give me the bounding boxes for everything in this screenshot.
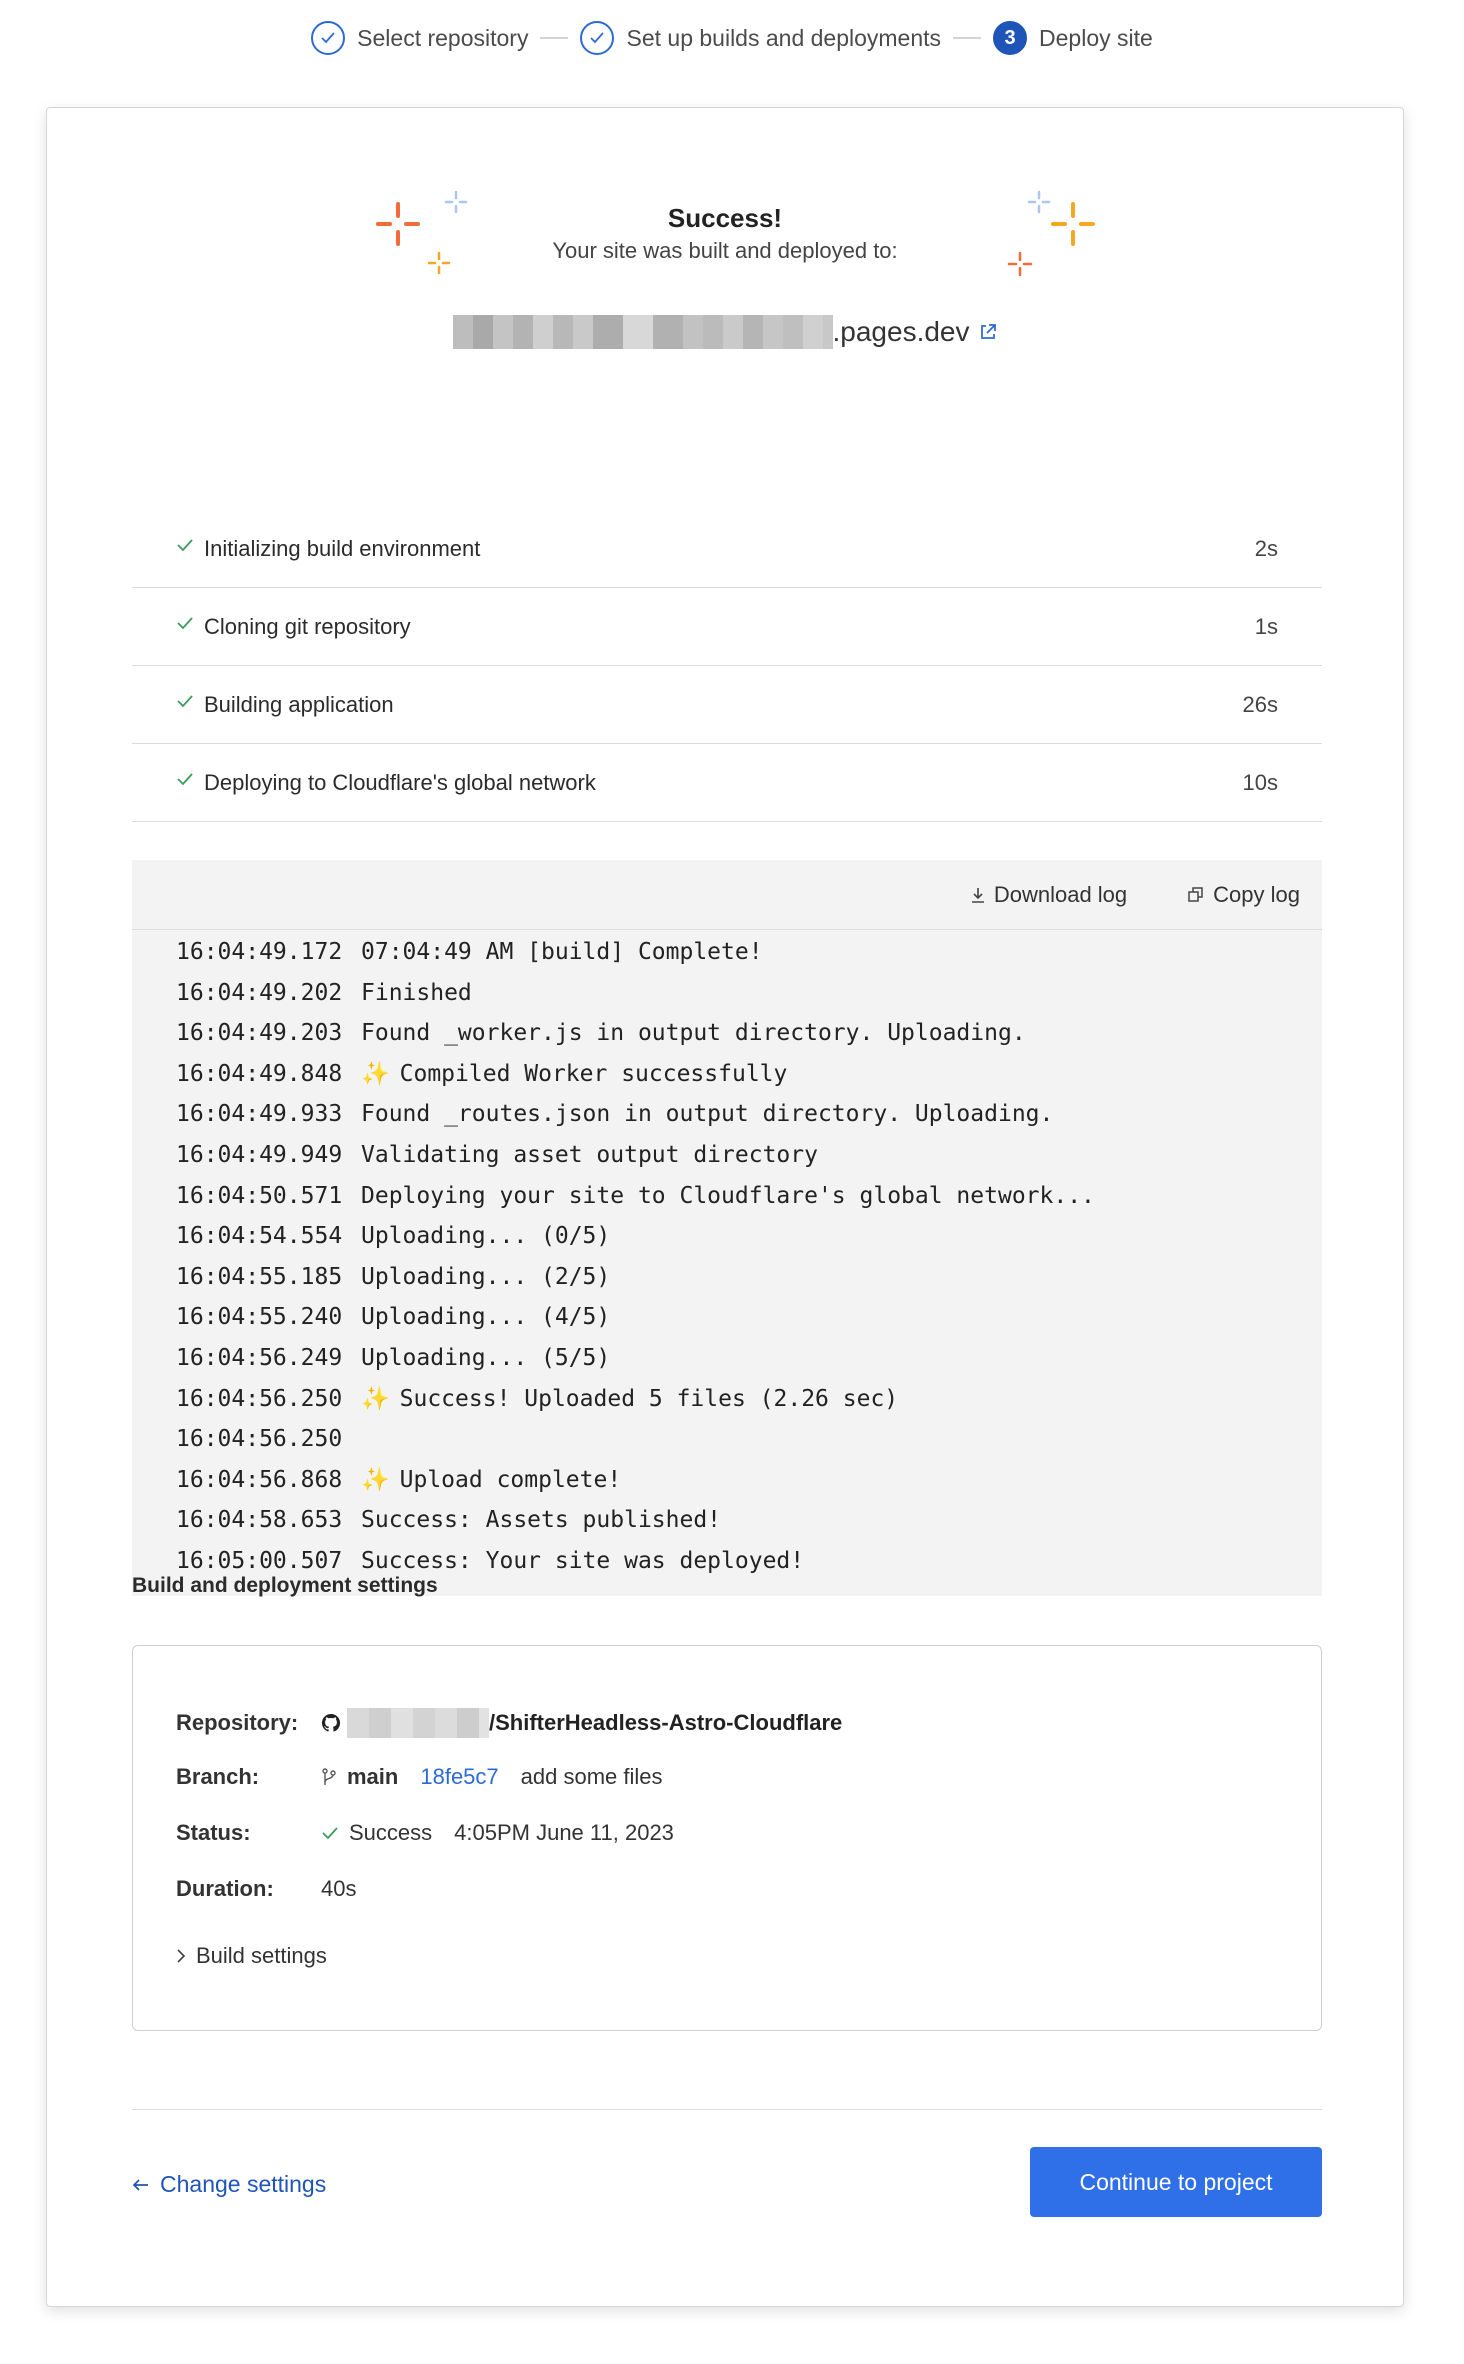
download-icon — [970, 886, 986, 904]
check-icon — [176, 694, 194, 708]
log-line — [176, 973, 1322, 1014]
footer-divider — [132, 2109, 1322, 2110]
log-message: Finished — [361, 979, 472, 1006]
log-message: Deploying your site to Cloudflare's global network... — [361, 1182, 1095, 1209]
repository-label: Repository: — [176, 1710, 299, 1735]
log-timestamp: 16:04:56.250 — [176, 1426, 343, 1453]
log-message: Uploading... (0/5) — [361, 1223, 611, 1250]
step-separator — [953, 37, 981, 39]
log-line — [176, 932, 1322, 973]
download-log-button[interactable] — [970, 882, 1127, 908]
repository-row — [176, 1708, 842, 1738]
duration-label: Duration: — [176, 1876, 274, 1901]
arrow-left-icon — [132, 2178, 150, 2192]
log-timestamp: 16:05:00.507 — [176, 1547, 343, 1574]
log-line — [176, 1013, 1322, 1054]
step-select-repository[interactable] — [311, 21, 528, 55]
log-timestamp: 16:04:50.571 — [176, 1182, 343, 1209]
external-link-icon — [978, 322, 998, 342]
log-message: Validating asset output directory — [361, 1141, 818, 1168]
copy-icon — [1187, 886, 1205, 904]
log-line — [176, 1054, 1322, 1095]
change-settings-label: Change settings — [160, 2171, 327, 2197]
github-icon — [321, 1713, 341, 1733]
success-subtitle: Your site was built and deployed to: — [552, 238, 898, 263]
log-message: 07:04:49 AM [build] Complete! — [361, 939, 763, 965]
chevron-right-icon — [176, 1948, 186, 1964]
log-timestamp: 16:04:49.949 — [176, 1141, 343, 1168]
log-line — [176, 1257, 1322, 1298]
settings-heading: Build and deployment settings — [132, 1574, 438, 1597]
build-step-duration: 1s — [1254, 613, 1278, 639]
build-step-duration: 26s — [1242, 691, 1278, 717]
log-message: Uploading... (4/5) — [361, 1304, 611, 1331]
deploy-card — [46, 107, 1404, 2307]
check-icon — [321, 1826, 339, 1840]
log-line — [176, 1338, 1322, 1379]
log-timestamp: 16:04:49.172 — [176, 939, 343, 965]
build-step-row — [132, 666, 1322, 744]
sparkles-icon: ✨ — [361, 1060, 390, 1087]
status-label: Status: — [176, 1820, 251, 1845]
check-icon — [580, 21, 614, 55]
duration-row — [176, 1876, 356, 1902]
log-line — [176, 1216, 1322, 1257]
log-line — [176, 1379, 1322, 1420]
git-branch-icon — [321, 1767, 337, 1787]
log-timestamp: 16:04:56.868 — [176, 1466, 343, 1493]
commit-hash-link[interactable]: 18fe5c7 — [420, 1764, 499, 1789]
continue-to-project-button[interactable]: Continue to project — [1030, 2147, 1322, 2217]
step-separator — [540, 37, 568, 39]
build-step-row — [132, 744, 1322, 822]
settings-panel — [132, 1645, 1322, 2031]
build-step-label: Cloning git repository — [204, 613, 411, 639]
log-timestamp: 16:04:58.653 — [176, 1507, 343, 1534]
step-label: Set up builds and deployments — [626, 24, 942, 51]
log-line — [176, 1135, 1322, 1176]
log-message: Uploading... (5/5) — [361, 1344, 611, 1371]
stepper — [0, 18, 1464, 58]
log-timestamp: 16:04:55.240 — [176, 1304, 343, 1331]
sparkles-icon: ✨ — [361, 1385, 390, 1412]
sparkles-icon: ✨ — [361, 1466, 390, 1493]
url-suffix: .pages.dev — [832, 316, 970, 347]
check-icon — [311, 21, 345, 55]
log-message: Success! Uploaded 5 files (2.26 sec) — [399, 1385, 899, 1412]
step-deploy-site[interactable] — [993, 21, 1153, 55]
log-timestamp: 16:04:49.848 — [176, 1060, 343, 1087]
build-steps-list — [132, 510, 1322, 822]
build-step-row — [132, 588, 1322, 666]
build-log-panel[interactable] — [132, 860, 1322, 1596]
copy-log-label: Copy log — [1213, 881, 1300, 907]
repository-name[interactable]: /ShifterHeadless-Astro-Cloudflare — [489, 1710, 843, 1735]
redacted-owner — [347, 1708, 489, 1738]
log-message: Success: Assets published! — [361, 1507, 722, 1534]
log-timestamp: 16:04:56.249 — [176, 1344, 343, 1371]
log-lines — [132, 930, 1322, 1582]
check-icon — [176, 616, 194, 630]
build-step-duration: 2s — [1254, 535, 1278, 561]
log-message: Found _worker.js in output directory. Uploading. — [361, 1020, 1026, 1047]
build-step-label: Initializing build environment — [204, 535, 481, 561]
log-toolbar — [132, 860, 1322, 930]
log-timestamp: 16:04:49.933 — [176, 1101, 343, 1128]
log-line — [176, 1094, 1322, 1135]
branch-name: main — [347, 1764, 399, 1789]
change-settings-link[interactable] — [132, 2171, 326, 2198]
log-message: Success: Your site was deployed! — [361, 1547, 805, 1574]
build-step-label: Building application — [204, 691, 394, 717]
log-timestamp: 16:04:49.202 — [176, 979, 343, 1006]
log-message: Found _routes.json in output directory. Uploading. — [361, 1101, 1054, 1128]
step-setup-builds[interactable] — [580, 21, 941, 55]
branch-label: Branch: — [176, 1764, 260, 1789]
build-step-duration: 10s — [1242, 769, 1278, 795]
duration-value: 40s — [321, 1876, 357, 1901]
step-label: Select repository — [357, 24, 529, 51]
step-label: Deploy site — [1039, 24, 1153, 51]
download-log-label: Download log — [993, 881, 1128, 907]
status-value: Success — [349, 1820, 433, 1845]
status-row — [176, 1820, 674, 1846]
redacted-subdomain — [453, 315, 833, 349]
deployed-url-link[interactable] — [47, 315, 1403, 349]
log-line — [176, 1297, 1322, 1338]
build-step-label: Deploying to Cloudflare's global network — [204, 769, 596, 795]
log-line — [176, 1460, 1322, 1501]
commit-message: add some files — [520, 1764, 663, 1789]
log-line — [176, 1176, 1322, 1217]
branch-row — [176, 1764, 663, 1790]
log-timestamp: 16:04:56.250 — [176, 1385, 343, 1412]
build-step-row — [132, 510, 1322, 588]
build-settings-label: Build settings — [196, 1943, 327, 1968]
check-icon — [176, 538, 194, 552]
log-message: Compiled Worker successfully — [399, 1060, 788, 1087]
log-timestamp: 16:04:49.203 — [176, 1020, 343, 1047]
log-message: Uploading... (2/5) — [361, 1263, 611, 1290]
step-number-badge: 3 — [993, 21, 1027, 55]
check-icon — [176, 772, 194, 786]
log-timestamp: 16:04:54.554 — [176, 1223, 343, 1250]
success-title: Success! — [667, 203, 783, 233]
log-line — [176, 1500, 1322, 1541]
log-message: Upload complete! — [399, 1466, 622, 1493]
status-time: 4:05PM June 11, 2023 — [454, 1820, 674, 1845]
log-timestamp: 16:04:55.185 — [176, 1263, 343, 1290]
log-line — [176, 1419, 1322, 1460]
build-settings-toggle[interactable] — [176, 1943, 327, 1969]
copy-log-button[interactable] — [1187, 882, 1300, 908]
